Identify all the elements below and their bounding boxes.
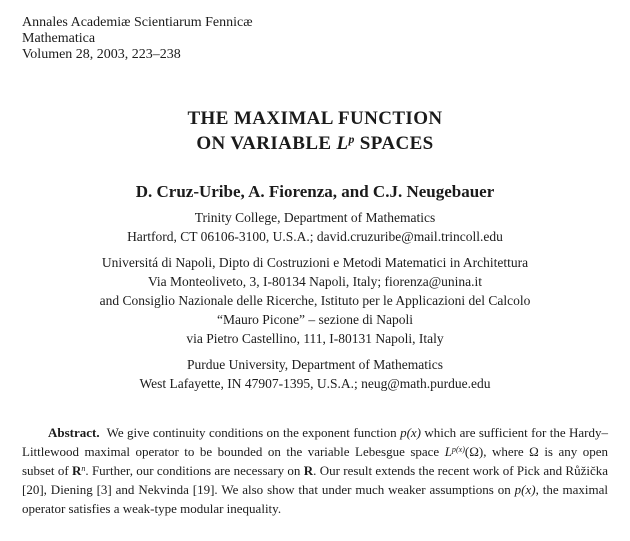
math-px: p(x) (514, 482, 536, 497)
affiliation-line: Purdue University, Department of Mathematics (187, 357, 443, 372)
abstract-text: , the maximal operator satisfies a weak-type modular inequality. (22, 482, 609, 516)
affiliation-group-purdue (22, 355, 608, 393)
math-R-superscript-n: n (81, 463, 86, 473)
math-R: R (303, 463, 314, 478)
journal-header (22, 15, 608, 63)
abstract-text: , where Ω is any open subset of (22, 444, 608, 478)
abstract-text: which are sufficient for the Hardy–Littlewood maximal operator to be bounded on the variable Lebesgue space (22, 425, 608, 459)
affiliation-line: Via Monteoliveto, 3, I-80134 Napoli, Italy; fiorenza@unina.it (147, 274, 483, 289)
affiliation-group-napoli (22, 253, 608, 348)
affiliation-line: Universitá di Napoli, Dipto di Costruzioni e Metodi Matematici in Architettura (101, 255, 529, 270)
journal-subtitle: Mathematica (22, 31, 96, 46)
math-omega-domain: (Ω) (464, 444, 484, 459)
authors-line: D. Cruz-Uribe, A. Fiorenza, and C.J. Neugebauer (135, 182, 495, 201)
math-L: L (336, 133, 349, 154)
abstract-text: . Our result extends the recent work of Pick and Růžička [20], Diening [3] and Nekvinda [19]. We also show that under much weaker assumptions on (22, 463, 609, 497)
title-line-1: THE MAXIMAL FUNCTION (187, 108, 443, 129)
title-math-Lp (336, 133, 354, 154)
math-R: R (71, 463, 82, 478)
affiliation-line: Hartford, CT 06106-3100, U.S.A.; david.cruzuribe@mail.trincoll.edu (127, 229, 503, 244)
abstract-label: Abstract. (48, 425, 100, 440)
affiliations (22, 208, 608, 393)
abstract-text: We give continuity conditions on the exponent function (106, 425, 401, 440)
math-L-superscript-px: p(x) (451, 444, 465, 454)
affiliation-group-trinity (22, 208, 608, 246)
title-line-2 (22, 131, 608, 156)
math-L-superscript-p: p (348, 133, 355, 147)
affiliation-line: West Lafayette, IN 47907-1395, U.S.A.; neug@math.purdue.edu (139, 376, 491, 391)
abstract-paragraph (22, 423, 608, 518)
affiliation-line: via Pietro Castellino, 111, I-80131 Napoli, Italy (186, 331, 444, 346)
abstract-text: . Further, our conditions are necessary on (85, 463, 304, 478)
math-L: L (444, 444, 452, 459)
title-line-2-prefix: ON VARIABLE (196, 133, 332, 154)
affiliation-line: and Consiglio Nazionale delle Ricerche, Istituto per le Applicazioni del Calcolo (99, 293, 531, 308)
affiliation-line: Trinity College, Department of Mathematics (194, 210, 436, 225)
title-line-2-suffix: SPACES (359, 133, 434, 154)
math-px: p(x) (400, 425, 421, 440)
affiliation-line: “Mauro Picone” – sezione di Napoli (216, 312, 414, 327)
journal-name: Annales Academiæ Scientiarum Fennicæ (22, 15, 253, 30)
journal-volume-line: Volumen 28, 2003, 223–238 (22, 47, 181, 62)
paper-title (22, 106, 608, 156)
